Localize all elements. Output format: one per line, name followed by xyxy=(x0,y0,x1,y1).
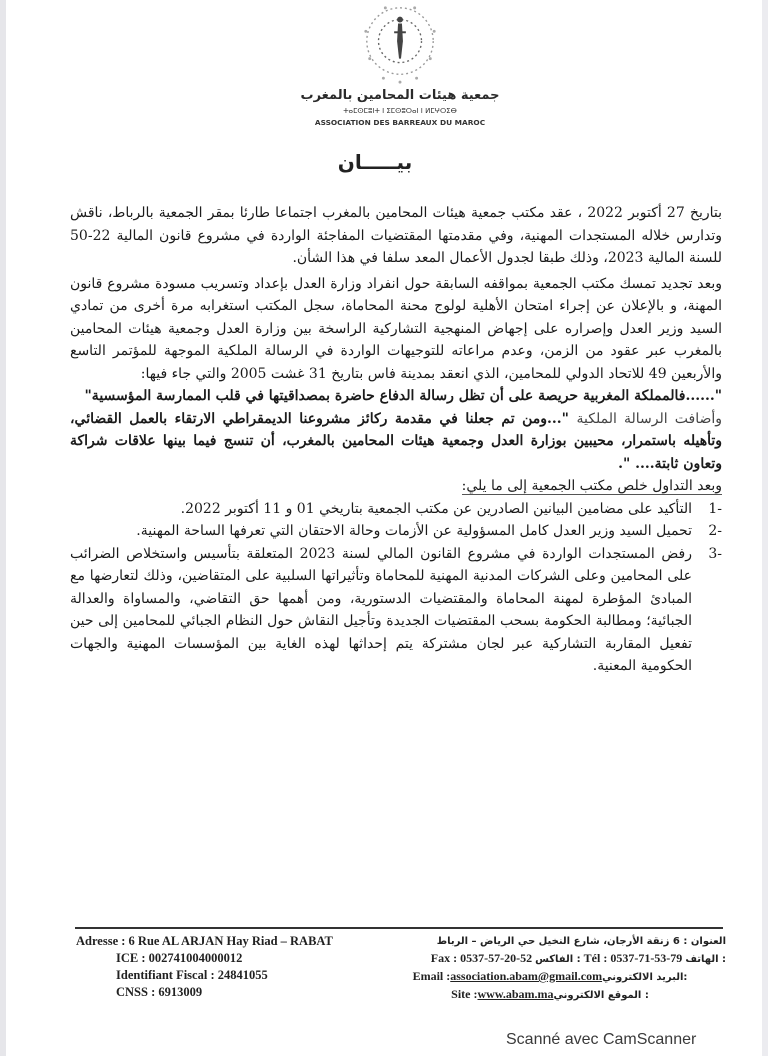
resolution-item xyxy=(70,543,722,678)
org-name-arabic: جمعية هيئات المحامين بالمغرب xyxy=(300,88,500,103)
royal-message-quotes xyxy=(70,385,722,475)
scales-of-justice-logo-icon xyxy=(355,2,445,86)
footer-fax-label-ar: الفاكس : xyxy=(535,954,581,965)
footer-address-ar: العنوان : 6 زنقة الأرجان، شارع النخيل حي الرياض – الرباط xyxy=(436,936,726,947)
footer-email-label-ar: البريد الالكتروني: xyxy=(602,972,688,983)
email-link[interactable]: association.abam@gmail.com xyxy=(450,969,603,983)
website-link[interactable]: www.abam.ma xyxy=(477,987,554,1001)
resolutions-list xyxy=(70,498,722,678)
footer-site-label-ar: الموقع الالكتروني : xyxy=(553,990,649,1001)
resolution-item xyxy=(70,498,722,521)
footer-fiscal-id: Identifiant Fiscal : 24841055 xyxy=(116,968,268,982)
footer-cnss: CNSS : 6913009 xyxy=(116,985,203,999)
org-name-tifinagh: ⵜⴰⵎⵙⵎⵓⵏⵜ ⵏ ⵉⵎⵙⵓⵔⴰⵏ ⵏ ⵍⵎⵖⵔⵉⴱ xyxy=(343,107,457,115)
footer-site-row xyxy=(374,986,726,1004)
footer-site-label: Site : xyxy=(451,987,478,1001)
scan-edge-right xyxy=(762,0,768,1056)
resolution-text: تحميل السيد وزير العدل كامل المسؤولية عن الأزمات وحالة الاحتقان التي تعرفها الساحة المهنية. xyxy=(136,523,692,539)
statement-body xyxy=(70,202,722,912)
footer-email-row xyxy=(374,968,726,986)
footer-phone-fax-row xyxy=(374,950,726,968)
footer-fax: Fax : 0537-57-20-52 xyxy=(430,951,533,965)
resolution-number: -3 xyxy=(708,545,722,562)
letterhead xyxy=(300,0,500,140)
footer-phone: Tél : 0537-71-53-79 xyxy=(583,951,683,965)
camscanner-watermark: Scanné avec CamScanner xyxy=(506,1031,697,1048)
scan-edge-left xyxy=(0,0,6,1056)
footer-contact-arabic xyxy=(374,933,726,1004)
footer-address-fr: Adresse : 6 Rue AL ARJAN Hay Riad – RABAT xyxy=(76,934,333,948)
resolution-item xyxy=(70,520,722,543)
quote-2-lead: وأضافت الرسالة الملكية xyxy=(576,410,722,427)
footer-ice: ICE : 002741004000012 xyxy=(116,951,243,965)
document-title: بيـــــان xyxy=(337,150,413,174)
quote-2: "...ومن تم جعلنا في مقدمة ركائز مشروعنا الديمقراطي الارتقاء بالعمل القضائي، وتأهيله باستمرار، محيبين بوزارة العدل وجمعية هيئات المحامين بالمغرب، أن تنسج فيما بينها علاقات شراكة وتعاون ثابتة.... ". xyxy=(70,410,722,472)
paragraph-2: وبعد تجديد تمسك مكتب الجمعية بمواقفه السابقة حول انفراد وزارة العدل بإعداد وتسريب مسودة مشروع قانون المهنة، و بالإعلان عن إجراء امتحان الأهلية لولوج محنة المحاماة، سجل المكتب استغرابه مرة أخرى من تمادي السيد وزير العدل وإصراره على إجهاض المنهجية التشاركية الراسخة بين وزارة العدل وجمعية هيئات المحامين بالمغرب عبر عقود من الزمن، وعدم مراعاته للتوجيهات الواردة في الرسالة الملكية الموجهة للمؤتمر التاسع والأربعين 49 للاتحاد الدولي للمحامين، الذي انعقد بمدينة فاس بتاريخ 31 غشت 2005 والتي جاء فيها: xyxy=(70,275,722,382)
conclusion-intro-text: وبعد التداول خلص مكتب الجمعية إلى ما يلي: xyxy=(461,478,722,494)
resolution-number: -2 xyxy=(708,523,722,539)
conclusion-intro xyxy=(70,475,722,498)
org-name-french: ASSOCIATION DES BARREAUX DU MAROC xyxy=(314,118,486,127)
footer-divider xyxy=(75,927,723,929)
footer-contact-french xyxy=(76,933,368,1001)
quote-1: "......فالمملكة المغربية حريصة على أن تظل رسالة الدفاع حاضرة بمصداقيتها في قلب الممارسة المؤسسية" xyxy=(84,388,722,404)
resolution-text: رفض المستجدات الواردة في مشروع القانون المالي لسنة 2023 المتعلقة بتأسيس واستخلاص الضرائب على المحامين وعلى الشركات المدنية المهنية للمحاماة وتأثيراتها السلبية على المتقاضين، وذلك لتعارضها مع المبادئ المؤطرة لمهنة المحاماة والمقتضيات الدستورية، ومن أهمها حق التقاضي، والمساواة والعدالة الجبائية؛ ومطالبة الحكومة بسحب المقتضيات الجديدة وتأجيل النقاش حول النظام الجبائي للمحامين إلى حين تفعيل المقاربة التشاركية عبر لجان مشتركة يتم إحداثها لهذه الغاية بين المؤسسات المهنية والجهات الحكومية المعنية. xyxy=(70,545,692,674)
paragraph-1: بتاريخ 27 أكتوبر 2022 ، عقد مكتب جمعية هيئات المحامين بالمغرب اجتماعا طارئا بمقر الجمعية بالرباط، ناقش وتدارس خلاله المستجدات المهنية، وفي مقدمتها المقتضيات المفاجئة الواردة في مشروع قانون المالية 22-50 للسنة المالية 2023، وذلك طبقا لجدول الأعمال المعد سلفا في هذا الشأن. xyxy=(70,205,722,266)
resolution-number: -1 xyxy=(708,500,722,517)
quote-2-block xyxy=(70,408,722,476)
footer-email-label: Email : xyxy=(412,969,451,983)
resolution-text: التأكيد على مضامين البيانين الصادرين عن مكتب الجمعية بتاريخي 01 و 11 أكتوبر 2022. xyxy=(180,500,692,517)
footer-phone-label-ar: الهاتف : xyxy=(685,954,726,965)
